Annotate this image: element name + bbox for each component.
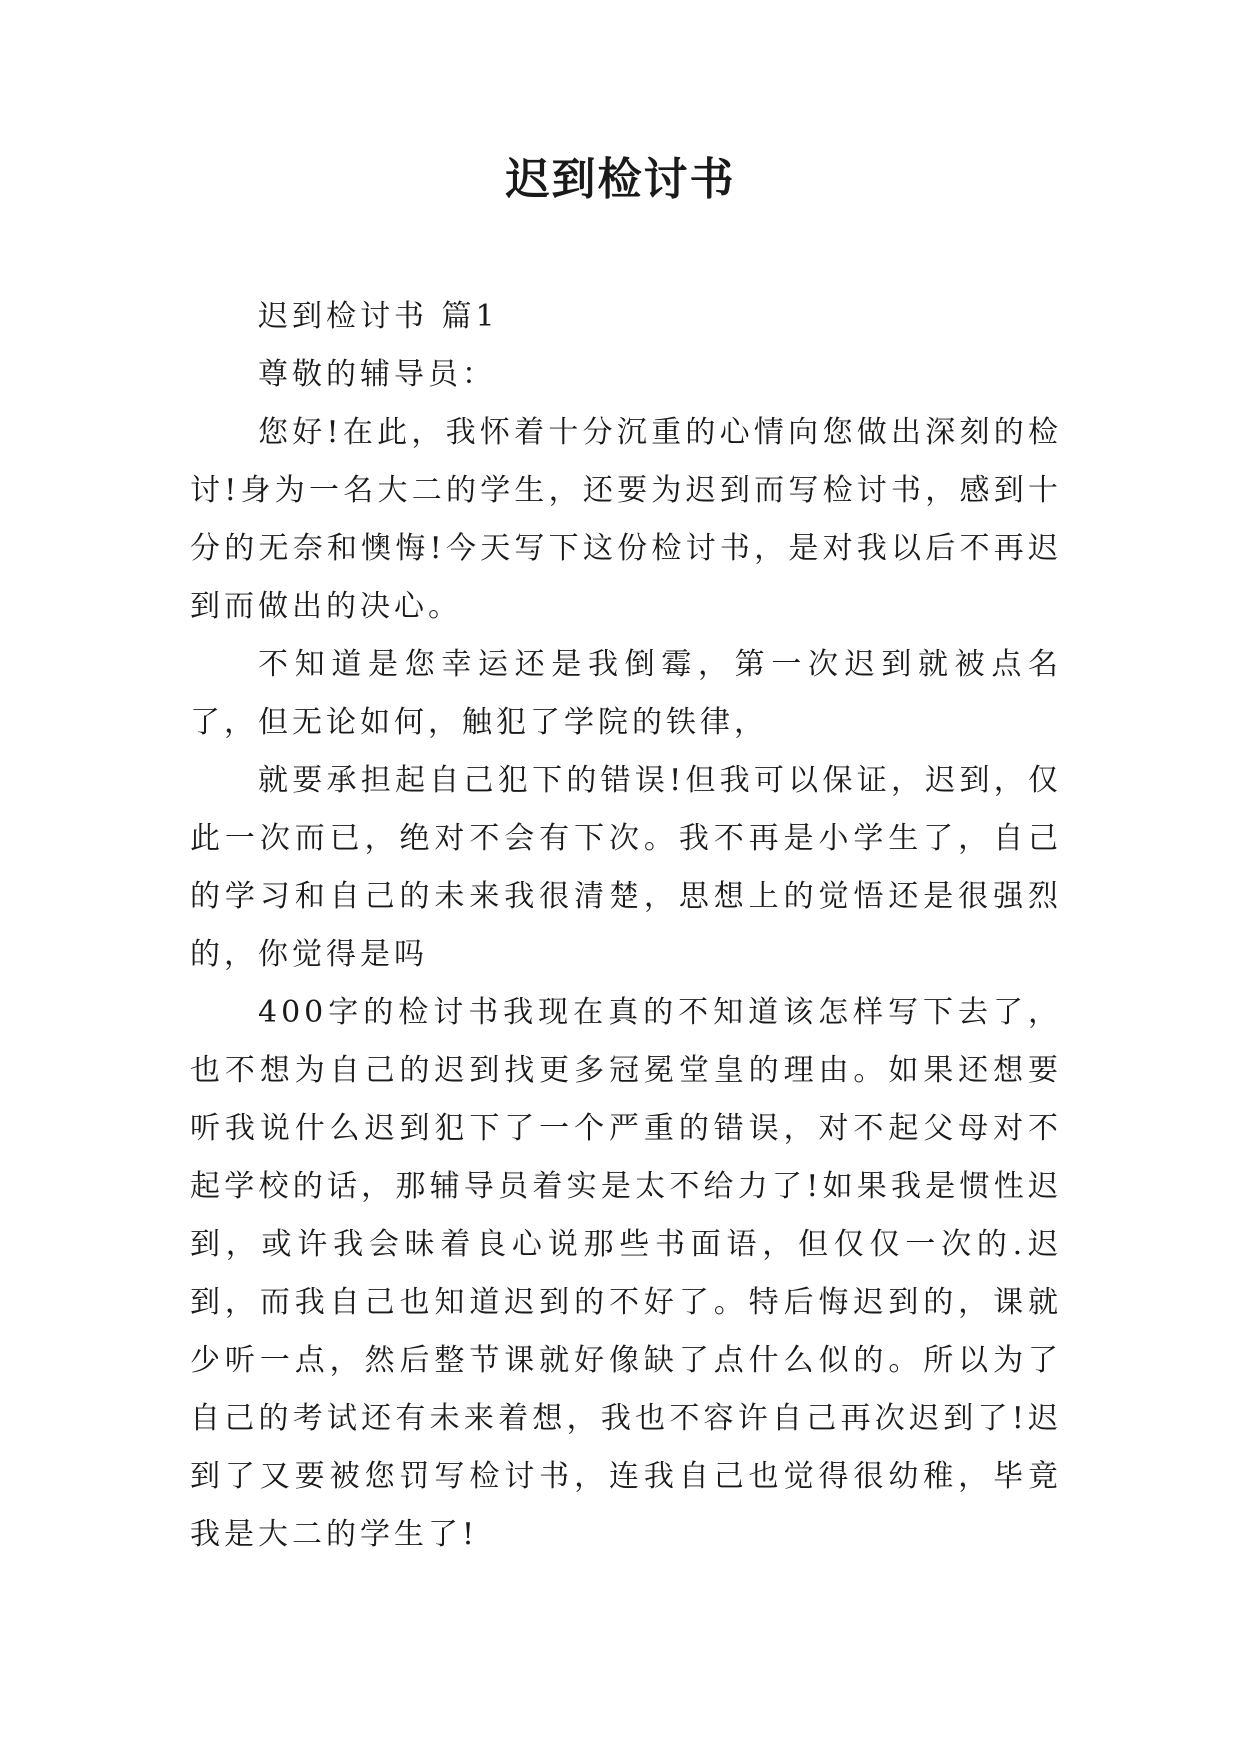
body-paragraph: 不知道是您幸运还是我倒霉，第一次迟到就被点名了，但无论如何，触犯了学院的铁律， [190,647,1062,740]
document-title: 迟到检讨书 [505,154,736,205]
body-paragraph: 就要承担起自己犯下的错误!但我可以保证，迟到，仅此一次而已，绝对不会有下次。我不再是小学生了，自己的学习和自己的未来我很清楚，思想上的觉悟还是很强烈的，你觉得是吗 [190,763,1062,972]
section-heading: 迟到检讨书 篇1 [258,299,499,334]
salutation: 尊敬的辅导员： [258,357,496,392]
body-paragraph: 400字的检讨书我现在真的不知道该怎样写下去了，也不想为自己的迟到找更多冠冕堂皇的理由。如果还想要听我说什么迟到犯下了一个严重的错误，对不起父母对不起学校的话，那辅导员着实是太不给力了!如果我是惯性迟到，或许我会昧着良心说那些书面语，但仅仅一次的.迟到，而我自己也知道迟到的不好了。特后悔迟到的，课就少听一点，然后整节课就好像缺了点什么似的。所以为了自己的考试还有未来着想，我也不容许自己再次迟到了!迟到了又要被您罚写检讨书，连我自己也觉得很幼稚，毕竟我是大二的学生了! [190,995,1062,1552]
document-body [190,288,1062,1564]
body-paragraph: 您好!在此，我怀着十分沉重的心情向您做出深刻的检讨!身为一名大二的学生，还要为迟到而写检讨书，感到十分的无奈和懊悔!今天写下这份检讨书，是对我以后不再迟到而做出的决心。 [190,415,1062,624]
